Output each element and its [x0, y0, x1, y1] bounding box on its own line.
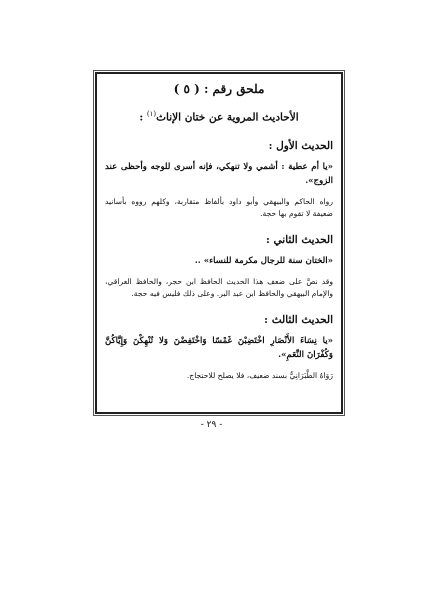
page-heading: [105, 110, 333, 124]
page-number: - ٢٩ -: [200, 420, 223, 430]
hadith-2-quote: «الختان سنة للرجال مكرمة للنساء» ..: [194, 255, 333, 266]
hadith-3-note: رَوَاهُ الطَّبَرَانِيُّ بسند ضعيف، فلا يصلح للاحتجاج.: [186, 370, 333, 380]
hadith-3-quote: «يا نِسَاءَ الأَنْصَارِ اخْتَضِبْنَ غَمْسًا وَاخْتَفِضْنَ وَلا تُنْهِكْنَ وَإِيَّاكُنَّ وَكُفْرَانَ النِّعَمِ».: [105, 335, 333, 360]
hadith-1-note: رواه الحاكم والبيهقي وأبو داود بألفاظ متقاربة، وكلهم رووه بأسانيد ضعيفة لا تقوم بها حجة.: [105, 196, 333, 218]
page-heading-suffix: :: [139, 111, 147, 124]
hadith-1-title: الحديث الأول :: [268, 139, 333, 152]
hadith-2-title: الحديث الثاني :: [266, 233, 333, 246]
footnote-mark: (١): [146, 110, 157, 118]
page-frame: [95, 72, 343, 414]
hadith-1-quote: «يا أم عطية : أشمي ولا تنهكي، فإنه أسرى للوجه وأحظى عند الزوج».: [105, 161, 333, 186]
hadith-2-note: وقد نصَّ على ضعف هذا الحديث الحافظ ابن حجر، والحافظ العراقي، والإمام البيهقي والحافظ ابن عبد البر. وعلى ذلك فليس فيه حجة.: [105, 276, 333, 298]
page-heading-text: الأحاديث المروية عن ختان الإناث: [156, 111, 299, 124]
appendix-title: ملحق رقم : ( ٥ ): [173, 82, 265, 96]
hadith-3-title: الحديث الثالث :: [264, 313, 333, 326]
